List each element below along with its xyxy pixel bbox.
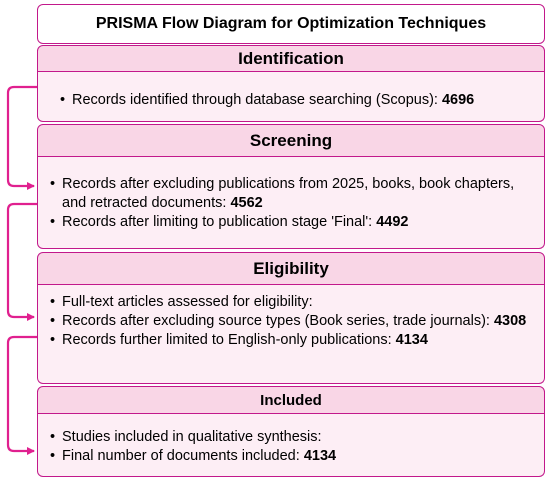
stage-header-identification: Identification: [37, 45, 545, 72]
item-text: Records after excluding source types (Book series, trade journals):: [62, 313, 494, 329]
item-value: 4308: [493, 313, 527, 329]
stage-body-eligibility: [37, 285, 545, 384]
list-item: [50, 312, 536, 331]
stage-body-included: [37, 414, 545, 477]
item-value: 4562: [230, 195, 263, 211]
stage-body-screening: [37, 157, 545, 249]
list-item: [50, 428, 536, 447]
arrow-screening-to-eligibility: [8, 204, 37, 317]
arrow-eligibility-to-included: [8, 337, 37, 451]
stage-header-eligibility: Eligibility: [37, 252, 545, 285]
stage-header-included: Included: [37, 386, 545, 414]
list-item: [50, 175, 536, 213]
item-value: 4696: [441, 92, 475, 108]
item-text: Records further limited to English-only publications:: [62, 332, 396, 348]
list-item: [50, 293, 536, 312]
item-text: Full-text articles assessed for eligibility:: [62, 294, 313, 310]
item-text: Records after limiting to publication stage 'Final':: [62, 214, 377, 230]
item-text: Studies included in qualitative synthesis:: [62, 429, 322, 445]
stage-header-screening: Screening: [37, 124, 545, 157]
item-value: 4134: [303, 448, 337, 464]
arrow-identification-to-screening: [8, 87, 37, 186]
diagram-title: PRISMA Flow Diagram for Optimization Techniques: [37, 4, 545, 44]
item-text: Records identified through database searching (Scopus):: [72, 92, 442, 108]
item-value: 4492: [376, 214, 409, 230]
item-value: 4134: [395, 332, 428, 348]
item-text: Final number of documents included:: [62, 448, 304, 464]
stage-body-identification: [37, 72, 545, 122]
list-item: [50, 331, 536, 350]
list-item: [50, 447, 536, 466]
item-text: Records after excluding publications from 2025, books, book chapters, and retracted documents:: [62, 176, 515, 211]
list-item: [50, 213, 536, 232]
list-item: [60, 91, 536, 110]
